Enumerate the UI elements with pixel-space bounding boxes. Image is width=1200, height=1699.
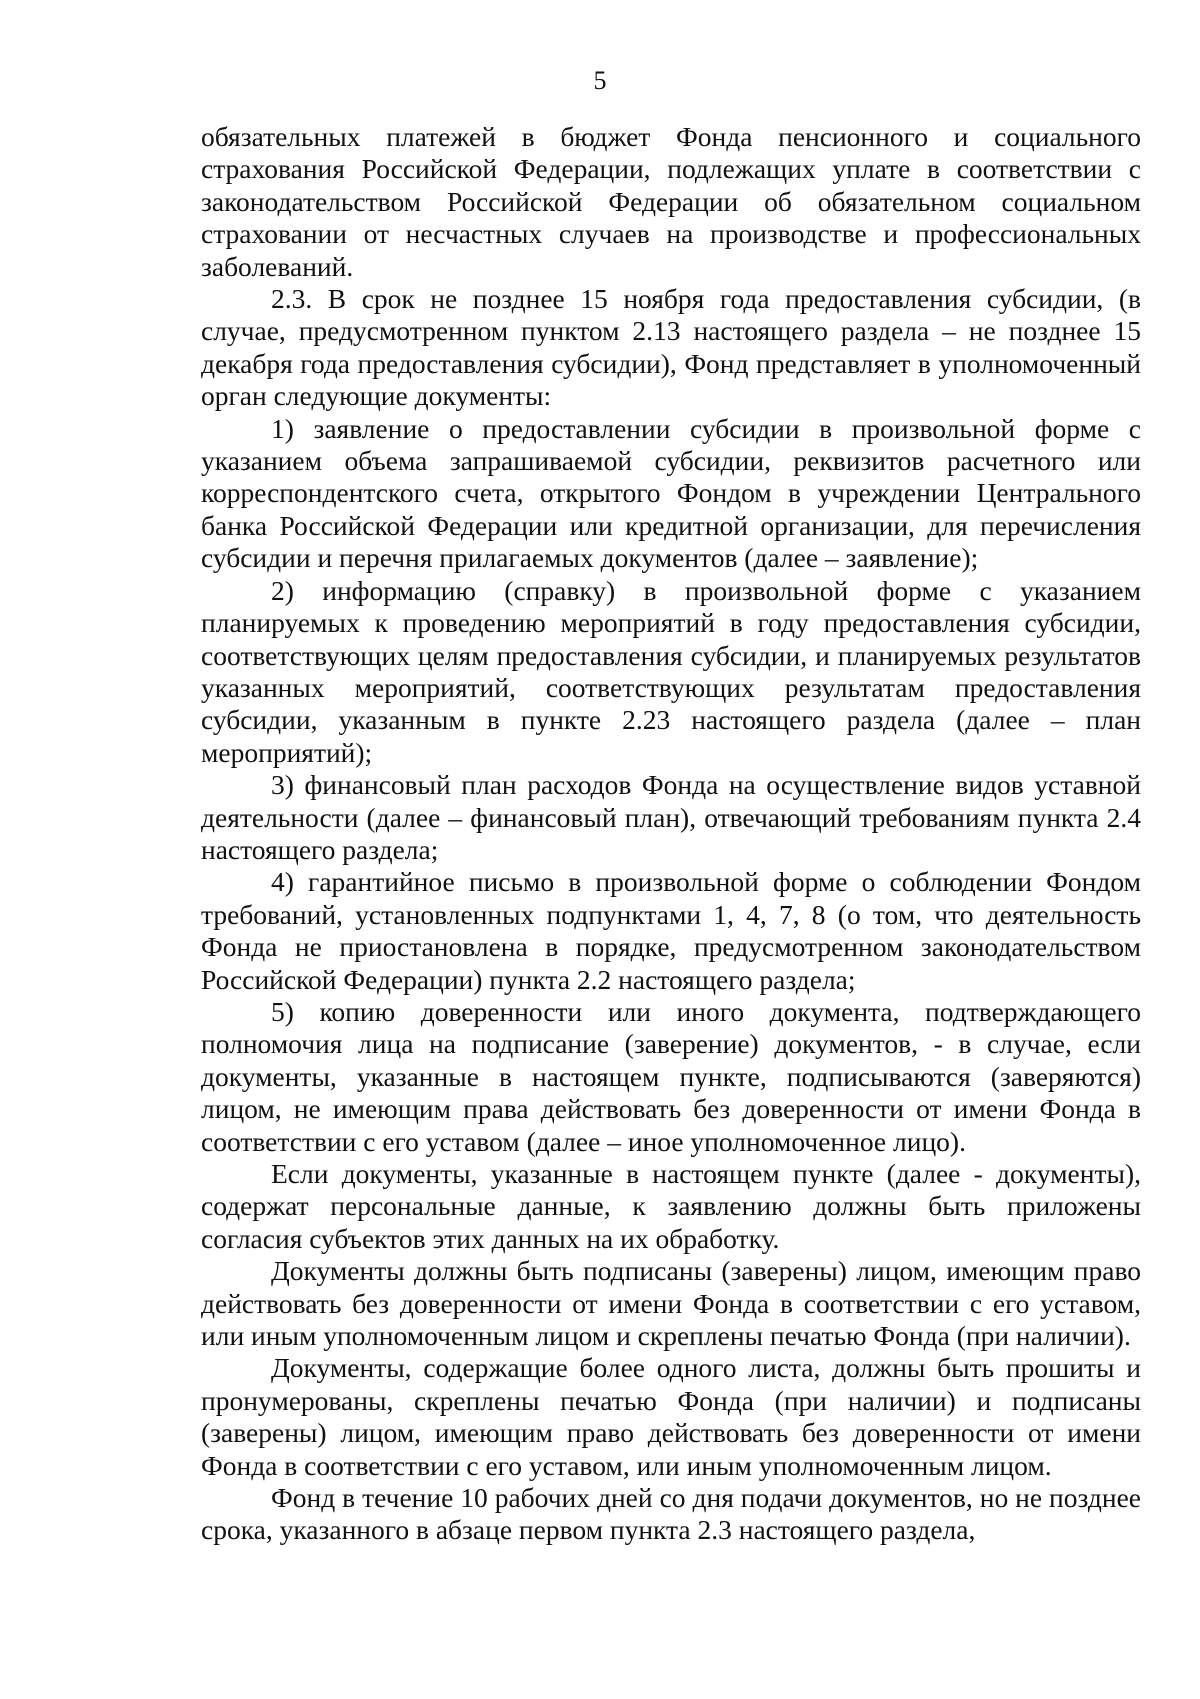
page-number: 5 bbox=[593, 66, 607, 95]
paragraph-section-2-3: 2.3. В срок не позднее 15 ноября года предоставления субсидии, (в случае, предусмотренном пунктом 2.13 настоящего раздела – не позднее 15 декабря года предоставления субсидии), Фонд представляет в уполномоченный орган следующие документы: bbox=[201, 283, 1141, 412]
paragraph-continuation: обязательных платежей в бюджет Фонда пенсионного и социального страхования Российской Федерации, подлежащих уплате в соответствии с законодательством Российской Федерации об обязательном социальном страховании от несчастных случаев на производстве и профессиональных заболеваний. bbox=[201, 121, 1141, 282]
paragraph-item-4: 4) гарантийное письмо в произвольной форме о соблюдении Фондом требований, установленных подпунктами 1, 4, 7, 8 (о том, что деятельность Фонда не приостановлена в порядке, предусмотренном законодательством Российской Федерации) пункта 2.2 настоящего раздела; bbox=[201, 866, 1141, 995]
paragraph-binding: Документы, содержащие более одного листа, должны быть прошиты и пронумерованы, скреплены печатью Фонда (при наличии) и подписаны (заверены) лицом, имеющим право действовать без доверенности от имени Фонда в соответствии с его уставом, или иным уполномоченным лицом. bbox=[201, 1352, 1141, 1481]
paragraph-review-period: Фонд в течение 10 рабочих дней со дня подачи документов, но не позднее срока, указанного в абзаце первом пункта 2.3 настоящего раздела, bbox=[201, 1482, 1141, 1546]
paragraph-signing: Документы должны быть подписаны (заверены) лицом, имеющим право действовать без доверенности от имени Фонда в соответствии с его уставом, или иным уполномоченным лицом и скреплены печатью Фонда (при наличии). bbox=[201, 1255, 1141, 1352]
paragraph-item-2: 2) информацию (справку) в произвольной форме с указанием планируемых к проведению мероприятий в году предоставления субсидии, соответствующих целям предоставления субсидии, и планируемых результатов указанных мероприятий, соответствующих результатам предоставления субсидии, указанным в пункте 2.23 настоящего раздела (далее – план мероприятий); bbox=[201, 574, 1141, 768]
paragraph-item-5: 5) копию доверенности или иного документа, подтверждающего полномочия лица на подписание (заверение) документов, - в случае, если документы, указанные в настоящем пункте, подписываются (заверяются) лицом, не имеющим права действовать без доверенности от имени Фонда в соответствии с его уставом (далее – иное уполномоченное лицо). bbox=[201, 995, 1141, 1157]
paragraph-item-3: 3) финансовый план расходов Фонда на осуществление видов уставной деятельности (далее – финансовый план), отвечающий требованиям пункта 2.4 настоящего раздела; bbox=[201, 769, 1141, 865]
document-body bbox=[201, 121, 1141, 1547]
paragraph-item-1: 1) заявление о предоставлении субсидии в произвольной форме с указанием объема запрашиваемой субсидии, реквизитов расчетного или корреспондентского счета, открытого Фондом в учреждении Центрального банка Российской Федерации или кредитной организации, для перечисления субсидии и перечня прилагаемых документов (далее – заявление); bbox=[201, 412, 1141, 574]
paragraph-personal-data: Если документы, указанные в настоящем пункте (далее - документы), содержат персональные данные, к заявлению должны быть приложены согласия субъектов этих данных на их обработку. bbox=[201, 1158, 1141, 1254]
